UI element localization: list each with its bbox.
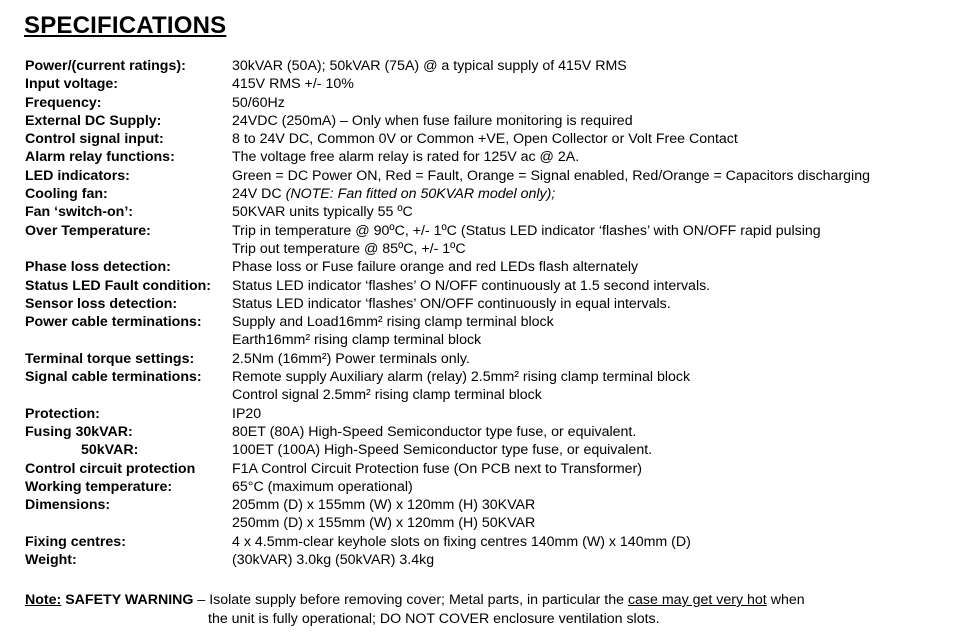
spec-label: Fusing 30kVAR:: [25, 423, 133, 440]
spec-value-line: [232, 423, 945, 441]
spec-value: [232, 167, 945, 185]
spec-value-text: 24VDC (250mA) – Only when fuse failure monitoring is required: [232, 112, 633, 129]
spec-row: [25, 130, 945, 148]
spec-row: [25, 496, 945, 533]
spec-value-text: Remote supply Auxiliary alarm (relay) 2.5mm² rising clamp terminal block: [232, 369, 691, 386]
spec-label: Terminal torque settings:: [25, 350, 195, 367]
spec-row: [25, 441, 945, 459]
spec-label: Sensor loss detection:: [25, 295, 178, 312]
spec-value: [232, 478, 945, 496]
spec-value-text: F1A Control Circuit Protection fuse (On PCB next to Transformer): [232, 460, 643, 477]
spec-value-text: (30kVAR) 3.0kg (50kVAR) 3.4kg: [232, 552, 435, 569]
spec-value: [232, 148, 945, 166]
spec-row: [25, 460, 945, 478]
spec-label: Dimensions:: [25, 497, 111, 514]
spec-value-line: [232, 441, 945, 459]
spec-value-text: Trip in temperature @ 90ºC, +/- 1ºC (Status LED indicator ‘flashes’ with ON/OFF rapid pulsing: [232, 222, 821, 239]
spec-value-line: [232, 94, 945, 112]
spec-label: Phase loss detection:: [25, 259, 171, 276]
spec-row: [25, 203, 945, 221]
spec-value-text: Phase loss or Fuse failure orange and red LEDs flash alternately: [232, 259, 639, 276]
spec-value-line: [232, 331, 945, 349]
spec-value-text: 50KVAR units typically 55 ºC: [232, 204, 413, 221]
spec-value: [232, 295, 945, 313]
spec-row: [25, 94, 945, 112]
spec-value: [232, 277, 945, 295]
spec-label: Working temperature:: [25, 478, 173, 495]
spec-value-text: 205mm (D) x 155mm (W) x 120mm (H) 30KVAR: [232, 497, 536, 514]
spec-row: [25, 75, 945, 93]
note-text-before: – Isolate supply before removing cover; Metal parts, in particular the: [193, 592, 628, 608]
spec-value-text: Earth16mm² rising clamp terminal block: [232, 332, 482, 349]
spec-value-text: 2.5Nm (16mm²) Power terminals only.: [232, 350, 470, 367]
spec-row: [25, 185, 945, 203]
spec-label: Fixing centres:: [25, 533, 126, 550]
spec-value-line: [232, 277, 945, 295]
spec-row: [25, 295, 945, 313]
spec-label: Weight:: [25, 552, 77, 569]
spec-value-line: [232, 57, 945, 75]
spec-value: [232, 203, 945, 221]
spec-value-line: [232, 258, 945, 276]
spec-value-line: [232, 460, 945, 478]
spec-value-line: [232, 240, 945, 258]
spec-label: 50kVAR:: [81, 442, 139, 459]
spec-value: [232, 185, 945, 203]
spec-label: Cooling fan:: [25, 186, 108, 203]
spec-label: Frequency:: [25, 94, 102, 111]
spec-value-line: [232, 405, 945, 423]
spec-row: [25, 222, 945, 259]
spec-row: [25, 57, 945, 75]
spec-label: LED indicators:: [25, 167, 130, 184]
spec-value-text: Status LED indicator ‘flashes’ ON/OFF continuously in equal intervals.: [232, 295, 671, 312]
spec-value-line: [232, 533, 945, 551]
spec-value: [232, 460, 945, 478]
spec-label: Power cable terminations:: [25, 314, 202, 331]
spec-row: [25, 277, 945, 295]
spec-row: [25, 533, 945, 551]
spec-label: Status LED Fault condition:: [25, 277, 212, 294]
spec-row: [25, 423, 945, 441]
spec-value-line: [232, 130, 945, 148]
spec-row: [25, 405, 945, 423]
spec-value-line: [232, 368, 945, 386]
spec-label: Protection:: [25, 405, 100, 422]
spec-value: [232, 57, 945, 75]
spec-label: Control circuit protection: [25, 460, 196, 477]
spec-value-line: [232, 551, 945, 569]
spec-label: Control signal input:: [25, 131, 164, 148]
spec-value-line: [232, 222, 945, 240]
spec-value-text: 65°C (maximum operational): [232, 478, 413, 495]
page-title: SPECIFICATIONS: [24, 12, 227, 39]
spec-value-line: [232, 478, 945, 496]
spec-value-line: [232, 112, 945, 130]
spec-value-line: [232, 167, 945, 185]
spec-value-text: 4 x 4.5mm-clear keyhole slots on fixing centres 140mm (W) x 140mm (D): [232, 533, 691, 550]
spec-row: [25, 350, 945, 368]
spec-label: Fan ‘switch-on’:: [25, 204, 133, 221]
spec-value: [232, 533, 945, 551]
spec-value-text: 415V RMS +/- 10%: [232, 76, 354, 93]
spec-row: [25, 313, 945, 350]
spec-value-line: [232, 350, 945, 368]
note-line-2: the unit is fully operational; DO NOT COVER enclosure ventilation slots.: [208, 610, 660, 627]
spec-value-line: [232, 203, 945, 221]
spec-row: [25, 551, 945, 569]
spec-value-text: Trip out temperature @ 85ºC, +/- 1ºC: [232, 240, 466, 257]
spec-value-text: 50/60Hz: [232, 94, 285, 111]
spec-value: [232, 405, 945, 423]
spec-value-text: 24V DC: [232, 186, 282, 203]
spec-value-text: 8 to 24V DC, Common 0V or Common +VE, Open Collector or Volt Free Contact: [232, 131, 738, 148]
note-text-after: when: [766, 592, 805, 608]
spec-value: [232, 94, 945, 112]
spec-row: [25, 368, 945, 405]
spec-label: External DC Supply:: [25, 112, 162, 129]
safety-warning-label: SAFETY WARNING: [61, 592, 194, 608]
spec-value: [232, 441, 945, 459]
note-underlined-text: case may get very hot: [627, 592, 767, 608]
spec-value-text: Status LED indicator ‘flashes’ O N/OFF continuously at 1.5 second intervals.: [232, 277, 711, 294]
spec-value-line: [232, 514, 945, 532]
note-label: Note:: [25, 592, 62, 608]
spec-value-text: Control signal 2.5mm² rising clamp terminal block: [232, 387, 542, 404]
spec-value-line: [232, 496, 945, 514]
spec-label: Input voltage:: [25, 76, 119, 93]
spec-value-text: 250mm (D) x 155mm (W) x 120mm (H) 50KVAR: [232, 515, 536, 532]
specifications-table: [25, 57, 945, 569]
spec-value-text: IP20: [232, 405, 262, 422]
spec-label: Signal cable terminations:: [25, 369, 202, 386]
spec-value: [232, 75, 945, 93]
spec-value-line: [232, 386, 945, 404]
spec-label: Over Temperature:: [25, 222, 151, 239]
spec-row: [25, 112, 945, 130]
spec-value-line: [232, 295, 945, 313]
spec-value-line: [232, 148, 945, 166]
spec-value: [232, 423, 945, 441]
spec-value-text: 30kVAR (50A); 50kVAR (75A) @ a typical supply of 415V RMS: [232, 58, 627, 74]
spec-value-text: 100ET (100A) High-Speed Semiconductor type fuse, or equivalent.: [232, 442, 653, 459]
spec-row: [25, 148, 945, 166]
spec-value: [232, 350, 945, 368]
spec-label: Power/(current ratings):: [25, 58, 186, 74]
spec-value-text: Green = DC Power ON, Red = Fault, Orange = Signal enabled, Red/Orange = Capacitors discharging: [232, 167, 870, 184]
spec-value-text: Supply and Load16mm² rising clamp terminal block: [232, 314, 554, 331]
safety-note: [25, 591, 945, 628]
spec-value-line: [232, 75, 945, 93]
spec-label: Alarm relay functions:: [25, 149, 175, 166]
spec-value: [232, 258, 945, 276]
spec-row: [25, 258, 945, 276]
spec-value: [232, 496, 945, 533]
spec-value-line: [232, 313, 945, 331]
spec-row: [25, 167, 945, 185]
spec-value-note: (NOTE: Fan fitted on 50KVAR model only);: [281, 186, 556, 203]
spec-value-text: 80ET (80A) High-Speed Semiconductor type fuse, or equivalent.: [232, 423, 637, 440]
spec-value: [232, 130, 945, 148]
spec-row: [25, 478, 945, 496]
spec-value-line: [232, 185, 945, 203]
spec-value: [232, 551, 945, 569]
spec-value-text: The voltage free alarm relay is rated for 125V ac @ 2A.: [232, 149, 580, 166]
spec-value: [232, 368, 945, 405]
spec-value: [232, 222, 945, 259]
spec-value: [232, 112, 945, 130]
spec-value: [232, 313, 945, 350]
